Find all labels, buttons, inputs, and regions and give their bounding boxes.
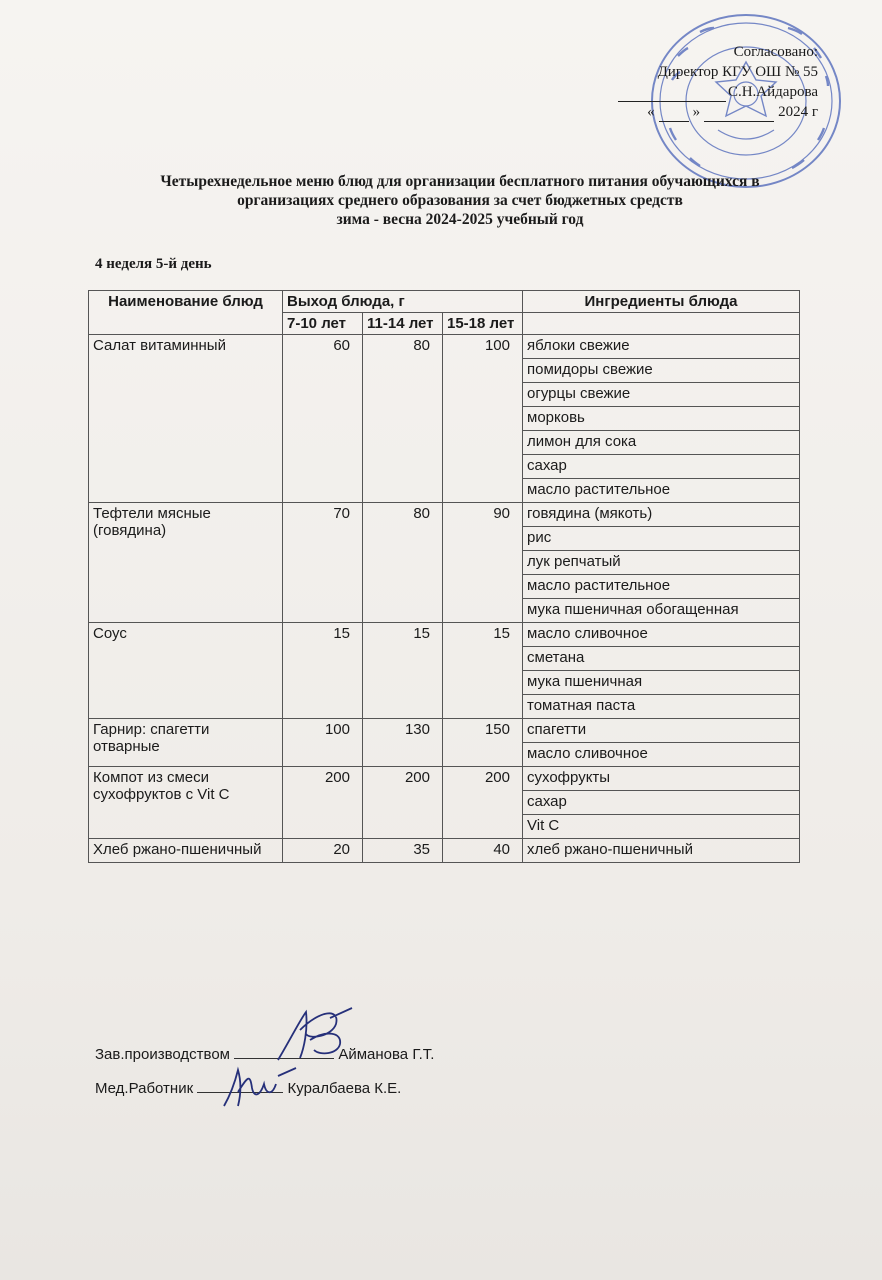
table-row xyxy=(89,719,800,743)
header-ingredients-blank xyxy=(523,313,800,335)
medic-label: Мед.Работник xyxy=(95,1080,194,1097)
dish-output-15-18: 100 xyxy=(443,335,523,503)
header-age-7-10: 7-10 лет xyxy=(283,313,363,335)
ingredient-cell: сахар xyxy=(523,791,800,815)
production-label: Зав.производством xyxy=(95,1046,230,1063)
ingredient-cell: масло растительное xyxy=(523,479,800,503)
ingredient-cell: сахар xyxy=(523,455,800,479)
ingredient-cell: лук репчатый xyxy=(523,551,800,575)
ingredient-cell: масло сливочное xyxy=(523,623,800,647)
header-age-15-18: 15-18 лет xyxy=(443,313,523,335)
dish-output-15-18: 40 xyxy=(443,839,523,863)
dish-output-11-14: 15 xyxy=(363,623,443,719)
approval-director: Директор КГУ ОШ № 55 xyxy=(657,64,818,80)
dish-output-15-18: 200 xyxy=(443,767,523,839)
ingredient-cell: Vit C xyxy=(523,815,800,839)
dish-output-11-14: 80 xyxy=(363,503,443,623)
table-row xyxy=(89,839,800,863)
document-title: Четырехнедельное меню блюд для организации бесплатного питания обучающихся в организациях среднего образования за счет бюджетных средств зима - весна 2024-2025 учебный год xyxy=(160,173,760,228)
menu-table xyxy=(88,290,800,863)
ingredient-cell: мука пшеничная обогащенная xyxy=(523,599,800,623)
dish-output-7-10: 200 xyxy=(283,767,363,839)
dish-output-15-18: 150 xyxy=(443,719,523,767)
dish-output-11-14: 35 xyxy=(363,839,443,863)
table-row xyxy=(89,503,800,527)
menu-body xyxy=(89,335,800,863)
production-name: Айманова Г.Т. xyxy=(338,1046,435,1063)
dish-output-15-18: 15 xyxy=(443,623,523,719)
header-output: Выход блюда, г xyxy=(283,291,523,313)
ingredient-cell: огурцы свежие xyxy=(523,383,800,407)
approval-block xyxy=(618,42,818,122)
dish-name: Тефтели мясные (говядина) xyxy=(89,503,283,623)
header-age-11-14: 11-14 лет xyxy=(363,313,443,335)
dish-name: Салат витаминный xyxy=(89,335,283,503)
ingredient-cell: говядина (мякоть) xyxy=(523,503,800,527)
dish-name: Соус xyxy=(89,623,283,719)
dish-output-7-10: 15 xyxy=(283,623,363,719)
dish-name: Компот из смеси сухофруктов с Vit C xyxy=(89,767,283,839)
ingredient-cell: томатная паста xyxy=(523,695,800,719)
director-signature-line xyxy=(618,85,726,102)
ingredient-cell: масло сливочное xyxy=(523,743,800,767)
production-handwritten-signature xyxy=(270,1000,360,1070)
dish-name: Гарнир: спагетти отварные xyxy=(89,719,283,767)
ingredient-cell: мука пшеничная xyxy=(523,671,800,695)
ingredient-cell: хлеб ржано-пшеничный xyxy=(523,839,800,863)
week-day-label: 4 неделя 5-й день xyxy=(95,256,212,272)
dish-output-11-14: 80 xyxy=(363,335,443,503)
dish-output-7-10: 20 xyxy=(283,839,363,863)
dish-output-11-14: 200 xyxy=(363,767,443,839)
ingredient-cell: спагетти xyxy=(523,719,800,743)
dish-output-11-14: 130 xyxy=(363,719,443,767)
ingredient-cell: морковь xyxy=(523,407,800,431)
dish-name: Хлеб ржано-пшеничный xyxy=(89,839,283,863)
dish-output-15-18: 90 xyxy=(443,503,523,623)
ingredient-cell: сухофрукты xyxy=(523,767,800,791)
ingredient-cell: рис xyxy=(523,527,800,551)
table-row xyxy=(89,623,800,647)
ingredient-cell: сметана xyxy=(523,647,800,671)
dish-output-7-10: 60 xyxy=(283,335,363,503)
ingredient-cell: лимон для сока xyxy=(523,431,800,455)
dish-output-7-10: 100 xyxy=(283,719,363,767)
medic-handwritten-signature xyxy=(220,1062,300,1112)
table-row xyxy=(89,335,800,359)
approval-heading: Согласовано: xyxy=(733,44,818,60)
medic-name: Куралбаева К.Е. xyxy=(287,1080,402,1097)
director-name: С.Н.Айдарова xyxy=(727,84,818,100)
header-dish: Наименование блюд xyxy=(89,291,283,335)
ingredient-cell: яблоки свежие xyxy=(523,335,800,359)
table-row xyxy=(89,767,800,791)
approval-date: « » 2024 г xyxy=(647,104,818,120)
dish-output-7-10: 70 xyxy=(283,503,363,623)
header-ingredients: Ингредиенты блюда xyxy=(523,291,800,313)
ingredient-cell: масло растительное xyxy=(523,575,800,599)
ingredient-cell: помидоры свежие xyxy=(523,359,800,383)
